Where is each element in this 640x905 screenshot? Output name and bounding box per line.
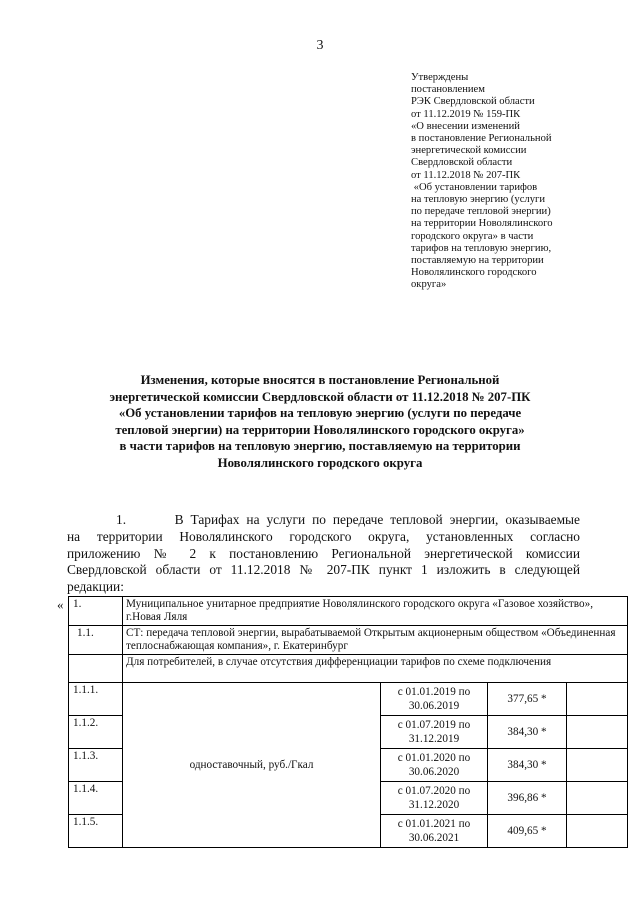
row-number: 1.1.2.	[69, 716, 123, 749]
row-number: 1.1.5.	[69, 815, 123, 848]
approval-line: округа»	[411, 279, 447, 291]
approval-block	[411, 72, 626, 292]
heading-line: энергетической комиссии Свердловской области от 11.12.2018 № 207-ПК	[109, 389, 531, 404]
period-from: с 01.01.2019 по	[397, 686, 471, 698]
approval-line: РЭК Свердловской области	[411, 96, 535, 108]
paragraph-line: на территории Новолялинского городского округа, установленных согласно	[67, 528, 580, 544]
price-cell: 384,30 *	[488, 749, 567, 782]
paragraph-line: 1. В Тарифах на услуги по передаче тепловой энергии, оказываемые	[116, 512, 580, 527]
price-cell: 377,65 *	[488, 683, 567, 716]
page-number: 3	[316, 38, 324, 53]
table-row	[69, 626, 628, 655]
approval-line: на территории Новолялинского	[411, 218, 553, 230]
empty-cell	[69, 655, 123, 683]
empty-cell	[567, 683, 628, 716]
empty-cell	[567, 782, 628, 815]
paragraph-line: редакции:	[67, 579, 124, 595]
row-number: 1.1.4.	[69, 782, 123, 815]
price-cell: 396,86 *	[488, 782, 567, 815]
tariff-type-cell: одноставочный, руб./Гкал	[123, 683, 381, 848]
service-cell: СТ: передача тепловой энергии, вырабатываемой Открытым акционерным обществом «Объединенная теплоснабжающая компания», г. Екатеринбург	[123, 626, 628, 655]
organization-cell: Муниципальное унитарное предприятие Новолялинского городского округа «Газовое хозяйство», г.Новая Ляля	[123, 597, 628, 626]
period-to: 30.06.2020	[408, 766, 460, 778]
period-from: с 01.01.2020 по	[397, 752, 471, 764]
period-from: с 01.07.2020 по	[397, 785, 471, 797]
document-heading	[70, 372, 570, 472]
approval-line: по передаче тепловой энергии)	[411, 206, 551, 218]
heading-line: тепловой энергии) на территории Новолялинского городского округа»	[115, 422, 525, 437]
approval-line: энергетической комиссии	[411, 145, 527, 157]
approval-line: в постановление Региональной	[411, 133, 552, 145]
approval-line: тарифов на тепловую энергию,	[411, 242, 552, 254]
period-cell	[381, 683, 488, 716]
table-row	[69, 597, 628, 626]
paragraph-line: Свердловской области от 11.12.2018 № 207-ПК пункт 1 изложить в следующей	[67, 562, 580, 578]
approval-line: Новолялинского городского	[411, 267, 537, 279]
period-from: с 01.01.2021 по	[397, 818, 471, 830]
period-cell	[381, 716, 488, 749]
approval-line: от 11.12.2018 № 207-ПК	[411, 169, 521, 181]
approval-line: «Об установлении тарифов	[411, 181, 538, 193]
row-number: 1.1.1.	[69, 683, 123, 716]
price-cell: 384,30 *	[488, 716, 567, 749]
empty-cell	[567, 749, 628, 782]
paragraph-line: приложению № 2 к постановлению Региональной энергетической комиссии	[67, 545, 580, 561]
empty-cell	[567, 815, 628, 848]
approval-line: городского округа» в части	[411, 230, 534, 242]
heading-line: в части тарифов на тепловую энергию, поставляемую на территории	[119, 439, 521, 454]
approval-line: Утверждены	[411, 72, 469, 83]
period-cell	[381, 749, 488, 782]
approval-line: на тепловую энергию (услуги	[411, 194, 546, 206]
approval-line: Свердловской области	[411, 157, 513, 169]
heading-line: Изменения, которые вносятся в постановление Региональной	[140, 373, 500, 387]
row-number: 1.1.	[69, 626, 123, 655]
row-number: 1.	[69, 597, 123, 626]
period-cell	[381, 782, 488, 815]
table-row	[69, 655, 628, 683]
period-cell	[381, 815, 488, 848]
row-number: 1.1.3.	[69, 749, 123, 782]
approval-line: от 11.12.2019 № 159-ПК	[411, 108, 521, 120]
approval-line: «О внесении изменений	[411, 120, 520, 132]
price-cell: 409,65 *	[488, 815, 567, 848]
period-to: 30.06.2021	[408, 832, 460, 844]
period-to: 31.12.2019	[408, 733, 460, 745]
heading-line: Новолялинского городского округа	[217, 455, 423, 470]
table-row	[69, 683, 628, 716]
body-paragraph	[67, 512, 580, 596]
heading-line: «Об установлении тарифов на тепловую энергию (услуги по передаче	[118, 406, 522, 421]
approval-line: поставляемую на территории	[411, 255, 544, 267]
opening-quote: «	[57, 597, 64, 612]
empty-cell	[567, 716, 628, 749]
consumer-cell: Для потребителей, в случае отсутствия дифференциации тарифов по схеме подключения	[123, 655, 628, 683]
period-to: 31.12.2020	[408, 799, 460, 811]
approval-line: постановлением	[411, 84, 485, 96]
period-to: 30.06.2019	[408, 700, 460, 712]
tariff-table	[68, 596, 628, 848]
period-from: с 01.07.2019 по	[397, 719, 471, 731]
